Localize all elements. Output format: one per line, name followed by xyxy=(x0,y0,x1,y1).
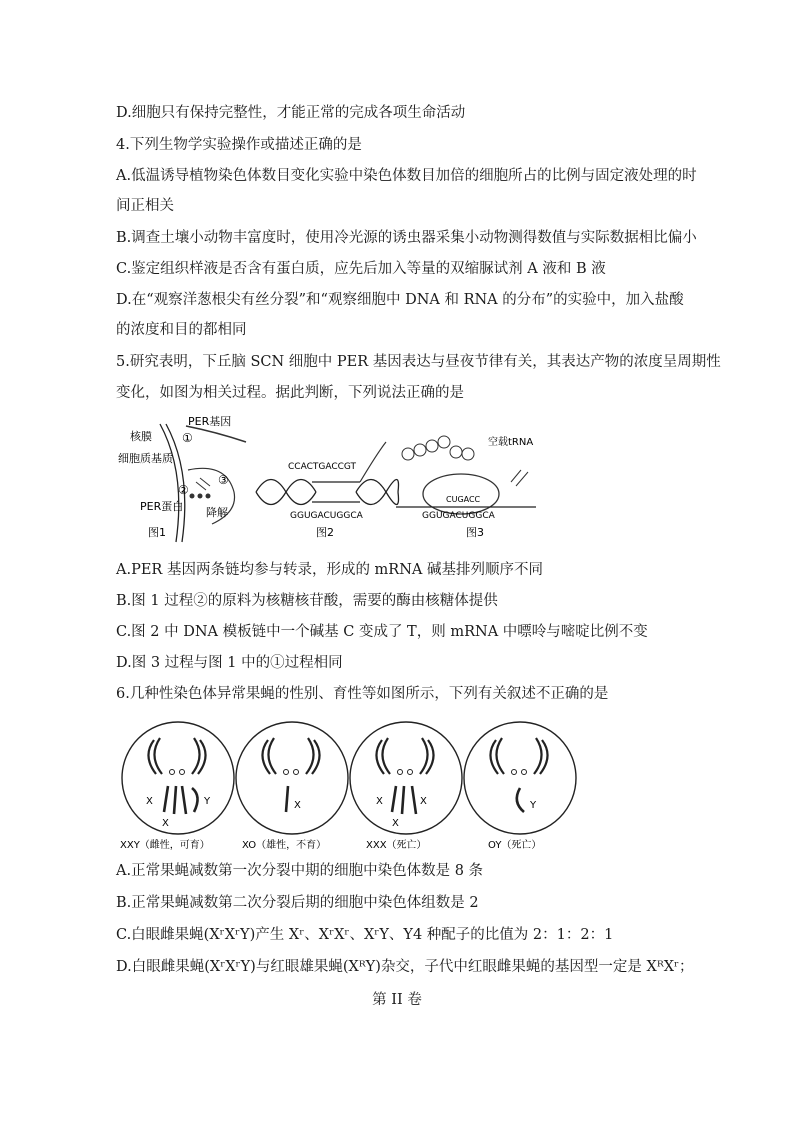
cell-xxx-label: XXX（死亡） xyxy=(366,840,427,851)
q6-option-b: B.正常果蝇减数第二次分裂后期的细胞中染色体组数是 2 xyxy=(116,895,479,911)
q6-chromosome-figure xyxy=(116,716,580,852)
fig1-nucleus-diagram xyxy=(118,414,246,542)
fig1-degrade-label: 降解 xyxy=(206,506,228,519)
q4-option-c: C.鉴定组织样液是否含有蛋白质，应先后加入等量的双缩脲试剂 A 液和 B 液 xyxy=(116,261,606,277)
fig3-translation-diagram xyxy=(396,435,536,539)
q4-option-a-line2: 间正相关 xyxy=(116,198,174,214)
cell-xxy xyxy=(120,722,234,851)
svg-text:X: X xyxy=(392,818,399,829)
fig1-step3: ③ xyxy=(218,473,229,487)
q4-option-d-line2: 的浓度和目的都相同 xyxy=(116,322,247,338)
fig2-caption: 图2 xyxy=(316,526,334,539)
q3-option-d: D.细胞只有保持完整性，才能正常的完成各项生命活动 xyxy=(116,105,466,121)
q5-stem-line1: 5.研究表明，下丘脑 SCN 细胞中 PER 基因表达与昼夜节律有关，其表达产物的浓度呈周期性 xyxy=(116,354,721,370)
cell-xo xyxy=(236,722,348,851)
q4-stem: 4.下列生物学实验操作或描述正确的是 xyxy=(116,137,362,153)
svg-text:X: X xyxy=(294,800,301,811)
q6-option-d: D.白眼雌果蝇(XʳXʳY)与红眼雄果蝇(XᴿY)杂交，子代中红眼雌果蝇的基因型一定是 XᴿXʳ； xyxy=(116,959,694,975)
q5-option-c: C.图 2 中 DNA 模板链中一个碱基 C 变成了 T，则 mRNA 中嘌呤与嘧啶比例不变 xyxy=(116,624,648,640)
q4-option-a-line1: A.低温诱导植物染色体数目变化实验中染色体数目加倍的细胞所占的比例与固定液处理的时 xyxy=(116,168,697,184)
fig2-dna-strand: CCACTGACCGT xyxy=(288,462,357,472)
svg-text:Y: Y xyxy=(530,800,537,811)
svg-text:X: X xyxy=(376,796,383,807)
svg-text:X: X xyxy=(146,796,153,807)
cell-xxx xyxy=(350,722,462,851)
svg-text:X: X xyxy=(420,796,427,807)
fig1-cytoplasm-label: 细胞质基质 xyxy=(118,452,173,465)
fig1-caption: 图1 xyxy=(148,526,166,539)
cell-oy-label: OY（死亡） xyxy=(488,840,542,851)
fig1-step1: ① xyxy=(182,431,193,445)
fig1-per-gene-label: PER基因 xyxy=(188,415,232,428)
cell-oy xyxy=(464,722,576,851)
cell-xxy-label: XXY（雌性，可育） xyxy=(120,840,210,851)
q5-stem-line2: 变化，如图为相关过程。据此判断，下列说法正确的是 xyxy=(116,385,464,401)
q4-option-d-line1: D.在“观察洋葱根尖有丝分裂”和“观察细胞中 DNA 和 RNA 的分布”的实验中，加入盐酸 xyxy=(116,292,684,308)
q6-option-c: C.白眼雌果蝇(XʳXʳY)产生 Xʳ、XʳXʳ、XʳY、Y4 种配子的比值为 2：1：2：1 xyxy=(116,927,614,943)
fig3-caption: 图3 xyxy=(466,526,484,539)
svg-text:Y: Y xyxy=(204,796,211,807)
q4-option-b: B.调查土壤小动物丰富度时，使用冷光源的诱虫器采集小动物测得数值与实际数据相比偏小 xyxy=(116,230,697,246)
fig2-transcription-diagram xyxy=(256,442,399,539)
q6-stem: 6.几种性染色体异常果蝇的性别、育性等如图所示，下列有关叙述不正确的是 xyxy=(116,686,609,702)
fig2-mrna-strand: GGUGACUGGCA xyxy=(290,511,363,521)
fig3-codon-label: CUGACC xyxy=(446,495,481,504)
q5-option-b: B.图 1 过程②的原料为核糖核苷酸，需要的酶由核糖体提供 xyxy=(116,593,498,609)
q6-option-a: A.正常果蝇减数第一次分裂中期的细胞中染色体数是 8 条 xyxy=(116,863,484,879)
fig1-membrane-label: 核膜 xyxy=(130,430,152,443)
fig3-mrna-label: GGUGACUGGCA xyxy=(422,511,495,521)
q5-option-d: D.图 3 过程与图 1 中的①过程相同 xyxy=(116,655,343,671)
fig3-trna-label: 空载tRNA xyxy=(488,437,534,448)
fig1-step2: ② xyxy=(178,483,189,497)
svg-text:X: X xyxy=(162,818,169,829)
cell-xo-label: XO（雄性，不育） xyxy=(242,840,327,851)
fig1-protein-label: PER蛋白 xyxy=(140,500,184,513)
section-footer: 第 II 卷 xyxy=(372,992,422,1008)
q5-option-a: A.PER 基因两条链均参与转录，形成的 mRNA 碱基排列顺序不同 xyxy=(116,562,543,578)
q5-figure xyxy=(116,412,556,544)
